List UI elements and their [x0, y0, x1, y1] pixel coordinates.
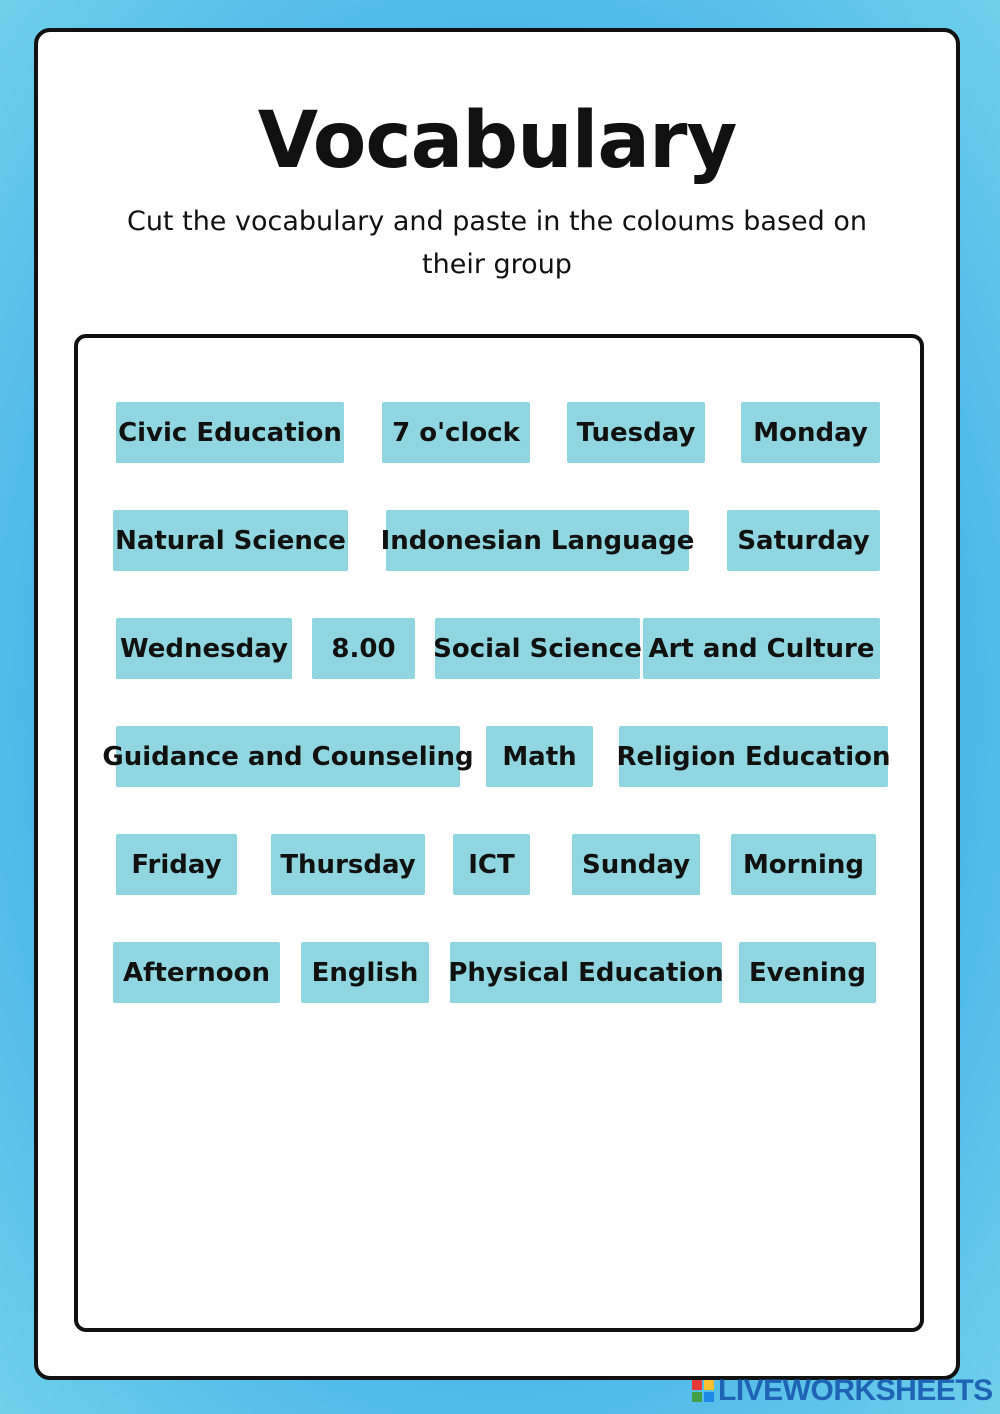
vocab-chip[interactable]: 7 o'clock	[382, 402, 530, 463]
logo-square-blue	[704, 1392, 714, 1402]
vocab-chip[interactable]: Social Science	[435, 618, 640, 679]
vocab-chip[interactable]: Monday	[741, 402, 880, 463]
logo-square-yellow	[704, 1380, 714, 1390]
vocab-chip[interactable]: Indonesian Language	[386, 510, 689, 571]
vocab-chip[interactable]: Wednesday	[116, 618, 292, 679]
vocab-chip[interactable]: Religion Education	[619, 726, 888, 787]
vocab-chip[interactable]: Art and Culture	[643, 618, 880, 679]
vocab-chip[interactable]: Tuesday	[567, 402, 705, 463]
liveworksheets-logo-icon	[692, 1380, 714, 1402]
brand-text: LIVEWORKSHEETS	[718, 1374, 993, 1407]
brand-watermark	[692, 1374, 993, 1408]
vocab-chip[interactable]: Morning	[731, 834, 876, 895]
vocab-chip[interactable]: Friday	[116, 834, 237, 895]
vocab-chip[interactable]: Sunday	[572, 834, 700, 895]
vocab-chip[interactable]: Civic Education	[116, 402, 344, 463]
vocab-chip[interactable]: English	[301, 942, 429, 1003]
page-title: Vocabulary	[257, 96, 737, 186]
vocab-chip[interactable]: 8.00	[312, 618, 415, 679]
vocab-chip[interactable]: ICT	[453, 834, 530, 895]
worksheet-sheet	[34, 28, 960, 1380]
vocab-chip[interactable]: Guidance and Counseling	[116, 726, 460, 787]
logo-square-green	[692, 1392, 702, 1402]
vocab-chip[interactable]: Physical Education	[450, 942, 722, 1003]
instructions-text: Cut the vocabulary and paste in the coloums based on their group	[126, 206, 868, 280]
vocab-chip[interactable]: Thursday	[271, 834, 425, 895]
vocab-chip[interactable]: Natural Science	[113, 510, 348, 571]
vocabulary-box	[74, 334, 924, 1332]
vocab-chip[interactable]: Afternoon	[113, 942, 280, 1003]
vocab-chip[interactable]: Math	[486, 726, 593, 787]
logo-square-red	[692, 1380, 702, 1390]
vocab-chip[interactable]: Saturday	[727, 510, 880, 571]
vocab-chip[interactable]: Evening	[739, 942, 876, 1003]
